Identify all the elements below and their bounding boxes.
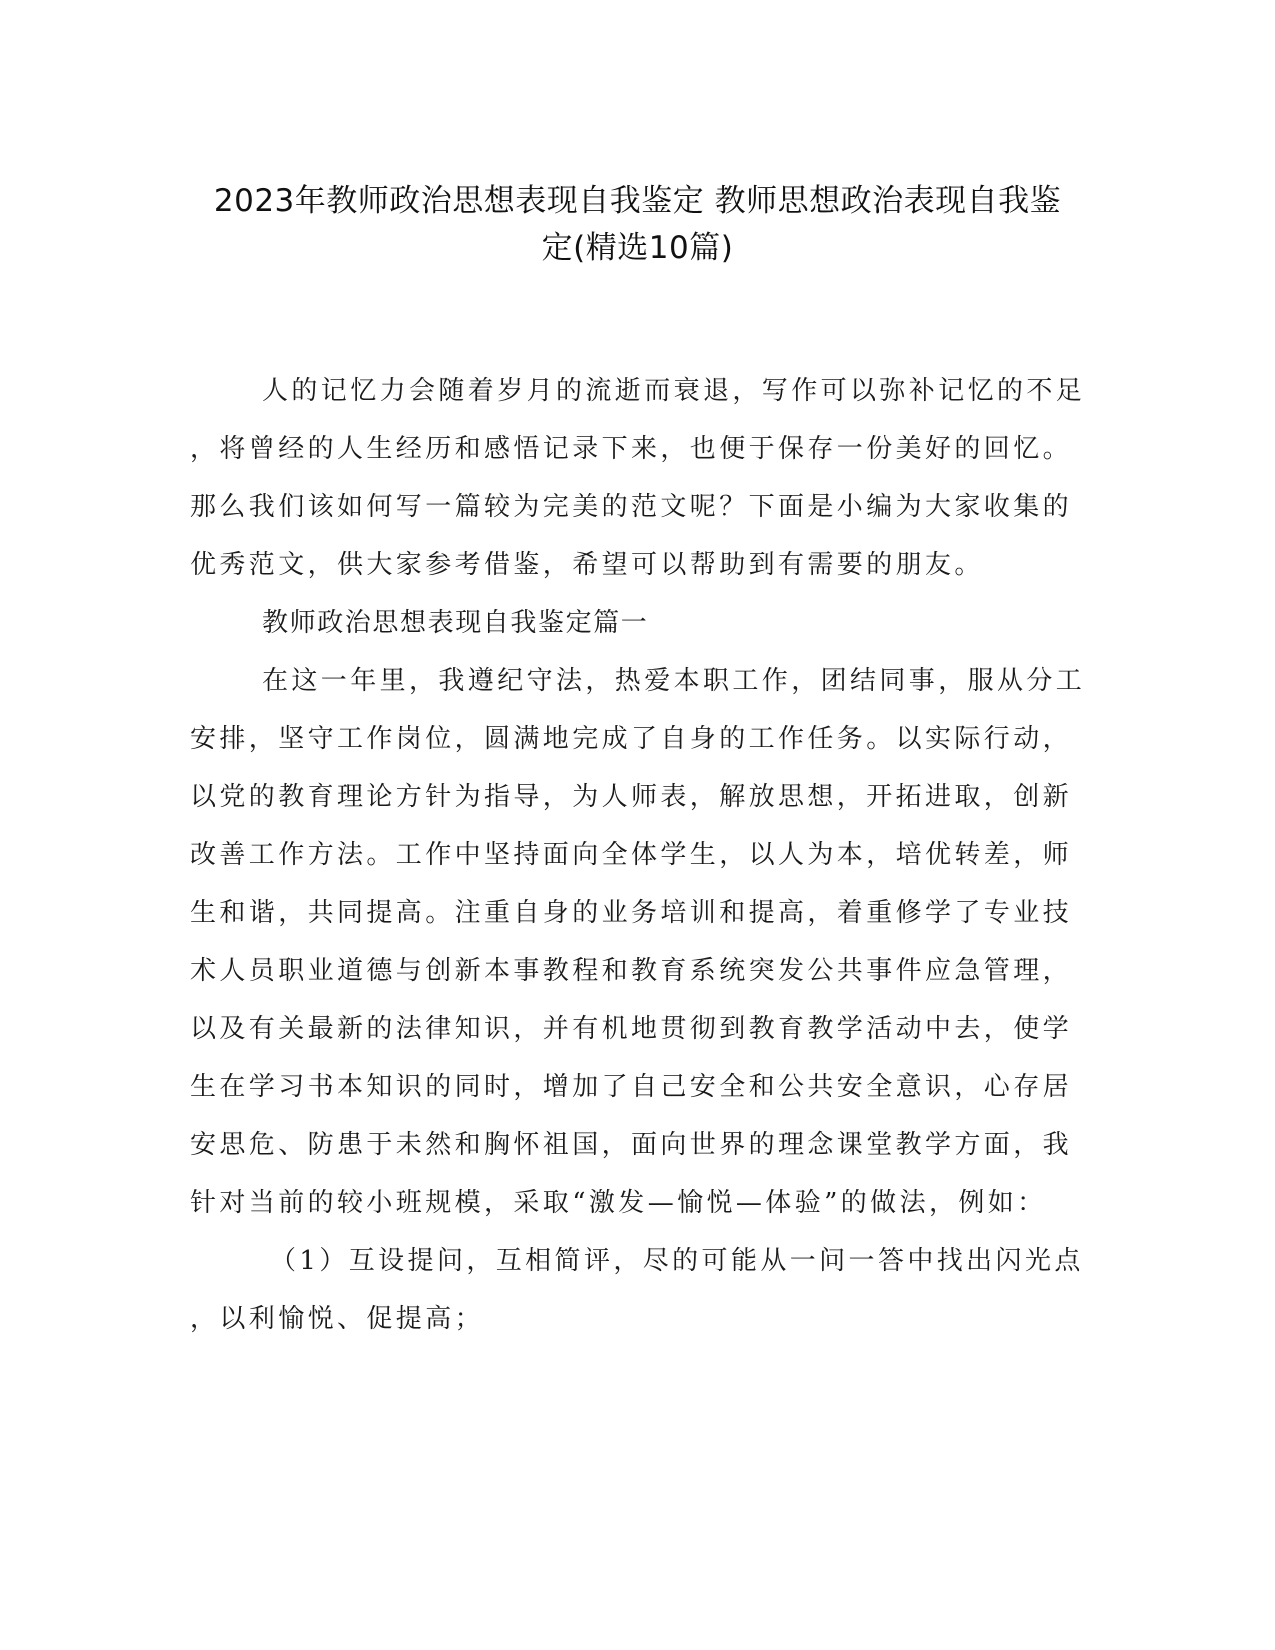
title-line-1: 2023年教师政治思想表现自我鉴定 教师思想政治表现自我鉴 [213, 183, 1062, 219]
section-paragraph-line: 安排，坚守工作岗位，圆满地完成了自身的工作任务。以实际行动， [190, 724, 1073, 754]
intro-paragraph-line: 那么我们该如何写一篇较为完美的范文呢？下面是小编为大家收集的 [190, 492, 1073, 522]
intro-paragraph-line: 人的记忆力会随着岁月的流逝而衰退，写作可以弥补记忆的不足 [262, 376, 1086, 406]
section-paragraph-line: 针对当前的较小班规模，采取“激发—愉悦—体验”的做法，例如： [190, 1188, 1047, 1218]
section-paragraph-line: 改善工作方法。工作中坚持面向全体学生，以人为本，培优转差，师 [190, 840, 1073, 870]
section-paragraph-line: 安思危、防患于未然和胸怀祖国，面向世界的理念课堂教学方面，我 [190, 1130, 1073, 1160]
intro-paragraph-line: ，将曾经的人生经历和感悟记录下来，也便于保存一份美好的回忆。 [190, 434, 1073, 464]
document-title [160, 178, 1115, 272]
intro-paragraph-line: 优秀范文，供大家参考借鉴，希望可以帮助到有需要的朋友。 [190, 550, 984, 580]
section-paragraph-line: 以党的教育理论方针为指导，为人师表，解放思想，开拓进取，创新 [190, 782, 1073, 812]
section-paragraph-line: 以及有关最新的法律知识，并有机地贯彻到教育教学活动中去，使学 [190, 1014, 1073, 1044]
section-paragraph-line: 生和谐，共同提高。注重自身的业务培训和提高，着重修学了专业技 [190, 898, 1073, 928]
section-paragraph-line: 在这一年里，我遵纪守法，热爱本职工作，团结同事，服从分工 [262, 666, 1086, 696]
list-item-line: ，以利愉悦、促提高； [190, 1304, 485, 1334]
section-paragraph-line: 术人员职业道德与创新本事教程和教育系统突发公共事件应急管理， [190, 956, 1073, 986]
section-paragraph-line: 生在学习书本知识的同时，增加了自己安全和公共安全意识，心存居 [190, 1072, 1073, 1102]
list-item-line: （1）互设提问，互相简评，尽的可能从一问一答中找出闪光点 [270, 1246, 1084, 1276]
title-line-2: 定(精选10篇) [541, 230, 734, 266]
section-heading: 教师政治思想表现自我鉴定篇一 [262, 608, 649, 638]
